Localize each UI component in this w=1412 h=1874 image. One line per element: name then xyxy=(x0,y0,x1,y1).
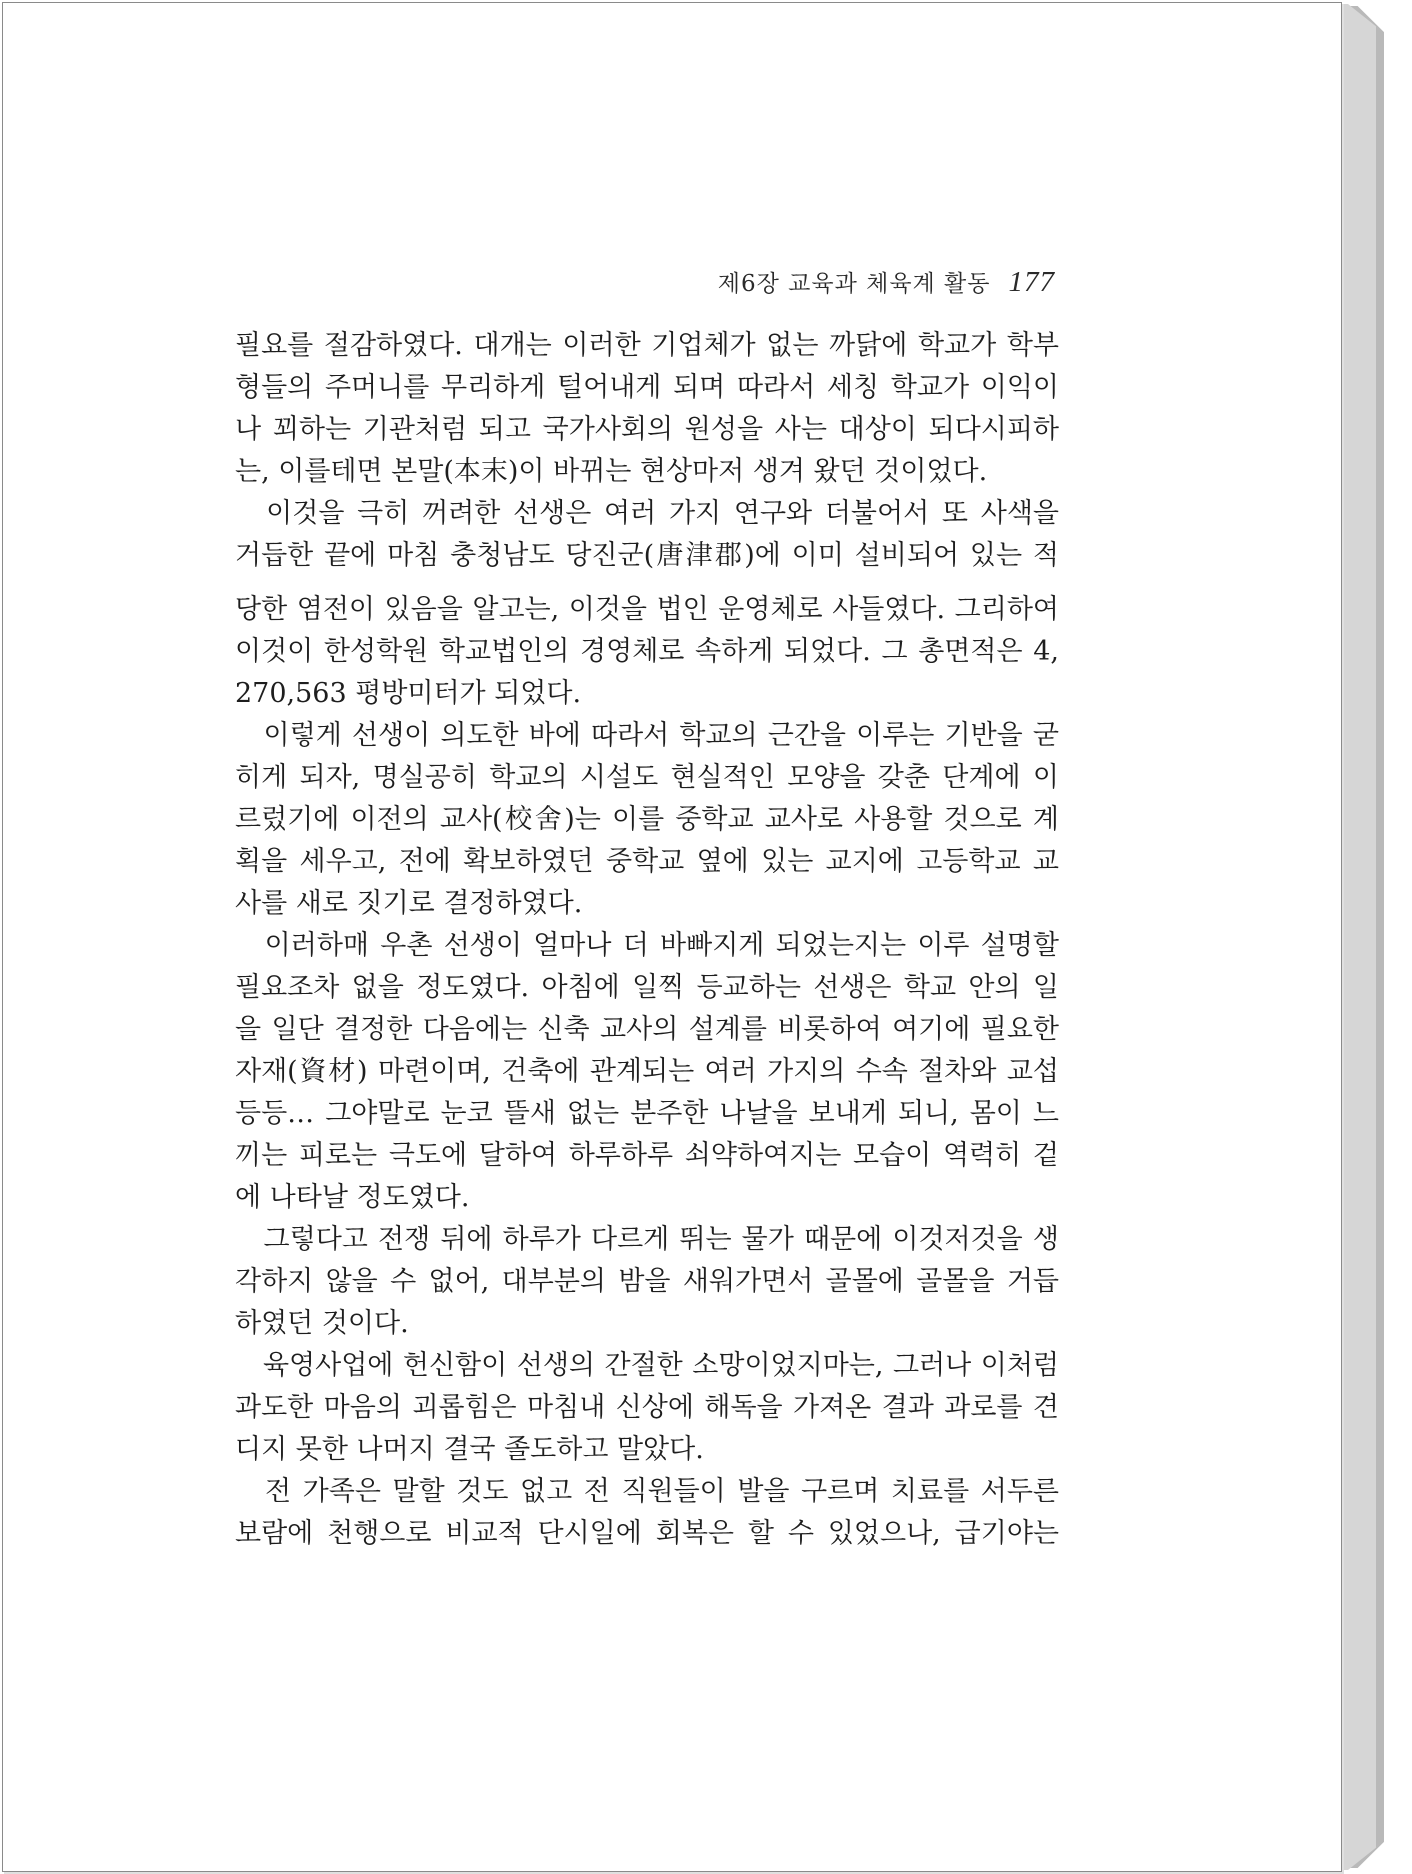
text-line: 각하지 않을 수 없어, 대부분의 밤을 새워가면서 골몰에 골몰을 거듭 xyxy=(235,1266,1059,1297)
text-line: 을 일단 결정한 다음에는 신축 교사의 설계를 비롯하여 여기에 필요한 xyxy=(235,1014,1059,1045)
text-line: 당한 염전이 있음을 알고는, 이것을 법인 운영체로 사들였다. 그리하여 xyxy=(235,594,1059,625)
text-line: 사를 새로 짓기로 결정하였다. xyxy=(235,888,583,919)
text-line: 끼는 피로는 극도에 달하여 하루하루 쇠약하여지는 모습이 역력히 겉 xyxy=(235,1140,1059,1171)
page-number: 177 xyxy=(1008,266,1055,298)
book-page xyxy=(2,2,1342,1872)
text-line: 하였던 것이다. xyxy=(235,1308,409,1339)
text-line: 과도한 마음의 괴롭힘은 마침내 신상에 해독을 가져온 결과 과로를 견 xyxy=(235,1392,1059,1423)
text-line: 전 가족은 말할 것도 없고 전 직원들이 발을 구르며 치료를 서두른 xyxy=(235,1476,1059,1507)
text-line: 르렀기에 이전의 교사(校舍)는 이를 중학교 교사로 사용할 것으로 계 xyxy=(235,804,1059,835)
page-stack-edge-inner xyxy=(1336,4,1376,1870)
chapter-title: 제6장 교육과 체육계 활동 xyxy=(717,271,991,297)
text-line: 보람에 천행으로 비교적 단시일에 회복은 할 수 있었으나, 급기야는 xyxy=(235,1518,1059,1549)
running-header xyxy=(235,265,1055,299)
text-line: 나 꾀하는 기관처럼 되고 국가사회의 원성을 사는 대상이 되다시피하 xyxy=(235,414,1059,445)
text-line: 자재(資材) 마련이며, 건축에 관계되는 여러 가지의 수속 절차와 교섭 xyxy=(235,1056,1059,1087)
text-line: 히게 되자, 명실공히 학교의 시설도 현실적인 모양을 갖춘 단계에 이 xyxy=(235,762,1059,793)
text-line: 디지 못한 나머지 결국 졸도하고 말았다. xyxy=(235,1434,704,1465)
text-line: 형들의 주머니를 무리하게 털어내게 되며 따라서 세칭 학교가 이익이 xyxy=(235,372,1059,403)
text-line: 이러하매 우촌 선생이 얼마나 더 바빠지게 되었는지는 이루 설명할 xyxy=(235,930,1059,961)
body-text xyxy=(235,325,1059,1555)
text-line: 거듭한 끝에 마침 충청남도 당진군(唐津郡)에 이미 설비되어 있는 적 xyxy=(235,540,1059,571)
text-line: 이렇게 선생이 의도한 바에 따라서 학교의 근간을 이루는 기반을 굳 xyxy=(235,720,1059,751)
text-line: 이것을 극히 꺼려한 선생은 여러 가지 연구와 더불어서 또 사색을 xyxy=(235,498,1059,529)
text-line: 필요조차 없을 정도였다. 아침에 일찍 등교하는 선생은 학교 안의 일 xyxy=(235,972,1059,1003)
text-line: 등등… 그야말로 눈코 뜰새 없는 분주한 나날을 보내게 되니, 몸이 느 xyxy=(235,1098,1059,1129)
text-line: 그렇다고 전쟁 뒤에 하루가 다르게 뛰는 물가 때문에 이것저것을 생 xyxy=(235,1224,1059,1255)
text-line: 270,563 평방미터가 되었다. xyxy=(235,678,582,709)
text-line: 육영사업에 헌신함이 선생의 간절한 소망이었지마는, 그러나 이처럼 xyxy=(235,1350,1059,1381)
text-line: 에 나타날 정도였다. xyxy=(235,1182,470,1213)
text-line: 필요를 절감하였다. 대개는 이러한 기업체가 없는 까닭에 학교가 학부 xyxy=(235,330,1059,361)
text-line: 이것이 한성학원 학교법인의 경영체로 속하게 되었다. 그 총면적은 4, xyxy=(235,636,1059,667)
text-line: 는, 이를테면 본말(本末)이 바뀌는 현상마저 생겨 왔던 것이었다. xyxy=(235,456,988,487)
text-line: 획을 세우고, 전에 확보하였던 중학교 옆에 있는 교지에 고등학교 교 xyxy=(235,846,1059,877)
